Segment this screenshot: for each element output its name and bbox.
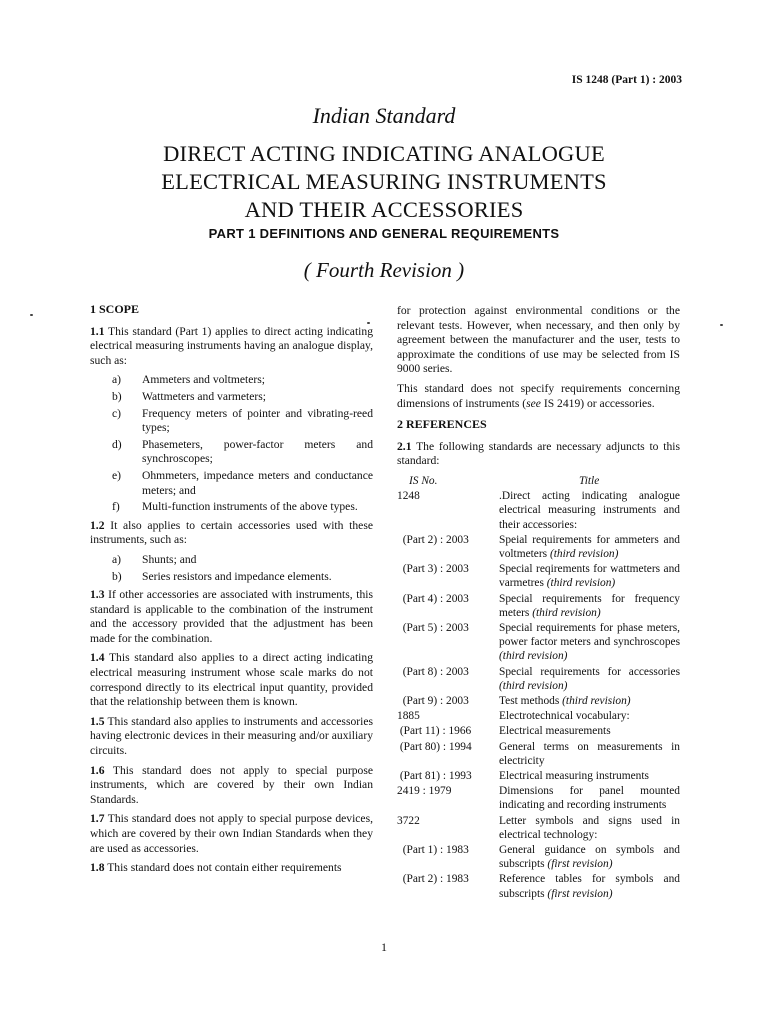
clause-number: 1.5 (90, 714, 105, 728)
clause-number: 1.4 (90, 651, 105, 665)
table-row (397, 592, 680, 621)
standard-title (499, 533, 680, 562)
table-row (397, 533, 680, 562)
standard-title (499, 724, 680, 739)
standard-number: (Part 80) : 1994 (397, 740, 472, 753)
revision-note: (first revision) (547, 887, 613, 900)
title-line: ELECTRICAL MEASURING INSTRUMENTS (161, 169, 607, 194)
clause-text: It also applies to certain accessories used with these instruments, such as: (90, 518, 373, 547)
title-text: Special requirements for accessories (499, 665, 680, 678)
title-text: General terms on measurements in electricity (499, 740, 680, 767)
list-item (90, 390, 373, 405)
scan-speck (367, 322, 370, 324)
standard-title (499, 592, 680, 621)
page-number: 1 (381, 940, 387, 954)
list-item (90, 407, 373, 436)
note-text: IS 2419) or accessories. (540, 396, 655, 410)
revision-note: (first revision) (547, 858, 613, 871)
list-text: Phasemeters, power-factor meters and synchroscopes; (142, 437, 373, 466)
list-text: Series resistors and impedance elements. (142, 569, 332, 583)
clause-text: This standard also applies to a direct acting indicating electrical measuring instrument whose scale marks do not correspond directly to its electrical input quantity, provided that the relationship between them is known. (90, 651, 373, 709)
clause-1-4 (90, 651, 373, 709)
title-text: Reference tables for symbols and subscripts (499, 873, 680, 900)
revision-note: (third revision) (549, 547, 619, 560)
standard-label: Indian Standard (312, 103, 456, 128)
clause-1-7 (90, 812, 373, 856)
revision-note: (third revision) (546, 577, 616, 590)
standard-number: (Part 81) : 1993 (397, 770, 472, 782)
revision-note: (third revision) (532, 606, 601, 619)
standard-title (499, 740, 680, 769)
standard-number: 2419 : 1979 (397, 785, 452, 798)
standard-number: 3722 (397, 814, 420, 827)
standard-title (499, 784, 680, 813)
standard-number: 1885 (397, 710, 420, 723)
list-item (90, 553, 373, 568)
list-marker: d) (112, 437, 122, 451)
table-row (397, 562, 680, 591)
standard-title (499, 621, 680, 665)
list-item (90, 570, 373, 585)
standard-title (499, 665, 680, 694)
table-row (397, 694, 680, 709)
table-row (397, 872, 680, 901)
revision-note: (third revision) (499, 679, 568, 692)
standard-number: (Part 5) : 2003 (397, 621, 469, 634)
table-row (397, 769, 680, 784)
title-text: Electrotechnical vocabulary: (499, 710, 630, 723)
table-row (397, 784, 680, 813)
title-text: Test methods (499, 694, 563, 707)
document-code: IS 1248 (Part 1) : 2003 (571, 74, 682, 86)
table-header-row (397, 474, 680, 489)
list-marker: c) (112, 406, 122, 420)
list-item (90, 438, 373, 467)
clause-1-2 (90, 519, 373, 548)
clause-number: 1.2 (90, 518, 105, 532)
title-text: .Direct acting indicating analogue electrical measuring instruments and their accessories: (499, 490, 680, 531)
column-header-is-no: IS No. (409, 474, 438, 487)
scope-continuation: for protection against environmental conditions or the relevant tests. However, when necessary, and then only by agreement between the manufacturer and the user, tests to approximate the conditions of use may be selected from IS 9000 series. (397, 304, 680, 376)
section-heading-references: 2 REFERENCES (397, 417, 487, 432)
standard-title (499, 562, 680, 591)
revision-note: (third revision) (499, 650, 568, 663)
clause-1-6 (90, 764, 373, 808)
list-text: Ammeters and voltmeters; (142, 373, 265, 387)
dimensions-note (397, 382, 680, 411)
clause-text: The following standards are necessary adjuncts to this standard: (397, 439, 680, 468)
standard-title (499, 872, 680, 901)
clause-2-1 (397, 440, 680, 469)
clause-number: 1.8 (90, 861, 105, 875)
clause-1-5 (90, 715, 373, 759)
title-text: General guidance on symbols and subscripts (499, 844, 680, 871)
standard-title (499, 814, 680, 843)
scan-speck (30, 314, 33, 316)
left-column (90, 302, 373, 881)
list-item (90, 500, 373, 515)
standard-number: 1248 (397, 490, 420, 503)
clause-number: 1.6 (90, 763, 105, 777)
clause-text: This standard (Part 1) applies to direct acting indicating electrical measuring instruments having an analogue display, such as: (90, 324, 373, 367)
standard-number: (Part 2) : 2003 (397, 533, 469, 546)
title-text: Speial requirements for ammeters and voltmeters (499, 533, 680, 560)
list-marker: a) (112, 373, 122, 387)
title-line: AND THEIR ACCESSORIES (244, 197, 524, 222)
clause-text: This standard does not apply to special purpose instruments, which are covered by their own Indian Standards. (90, 763, 373, 806)
list-item (90, 469, 373, 498)
table-row (397, 709, 680, 724)
clause-1-1 (90, 325, 373, 369)
title-text: Dimensions for panel mounted indicating and recording instruments (499, 785, 680, 812)
revision-label: ( Fourth Revision ) (303, 258, 465, 282)
right-column (397, 304, 680, 902)
clause-number: 1.3 (90, 588, 105, 602)
title-text: Letter symbols and signs used in electrical technology: (499, 814, 680, 841)
list-text: Wattmeters and varmeters; (142, 389, 266, 403)
section-heading-scope: 1 SCOPE (90, 302, 140, 316)
standard-number: (Part 3) : 2003 (397, 563, 469, 576)
list-item (90, 373, 373, 388)
table-row (397, 814, 680, 843)
part-title: PART 1 DEFINITIONS AND GENERAL REQUIREMENTS (208, 226, 560, 241)
scan-speck (720, 324, 723, 326)
title-text: Special requirements for phase meters, power factor meters and synchroscopes (499, 621, 680, 649)
standard-number: (Part 9) : 2003 (397, 694, 469, 707)
list-text: Frequency meters of pointer and vibrating-reed types; (142, 406, 373, 435)
list-marker: e) (112, 468, 122, 482)
clause-number: 1.7 (90, 812, 105, 826)
standard-number: (Part 8) : 2003 (397, 665, 469, 678)
standard-number: (Part 4) : 2003 (397, 592, 469, 605)
clause-1-3 (90, 588, 373, 646)
list-text: Multi-function instruments of the above types. (142, 500, 358, 514)
title-text: Special reqirements for wattmeters and varmetres (499, 563, 680, 590)
title-text: Electrical measurements (499, 725, 611, 738)
clause-1-8 (90, 861, 373, 876)
standard-number: (Part 11) : 1966 (397, 725, 472, 738)
standard-title (499, 709, 680, 724)
table-row (397, 489, 680, 533)
standard-title (499, 489, 680, 533)
list-marker: f) (112, 500, 120, 514)
standard-number: (Part 1) : 1983 (397, 844, 469, 857)
clause-text: This standard does not contain either requirements (104, 861, 342, 875)
list-text: Shunts; and (142, 552, 197, 566)
title-text: Electrical measuring instruments (499, 770, 649, 782)
note-text: This standard does not specify requirements concerning dimensions of instruments ( (397, 381, 680, 410)
title-line: DIRECT ACTING INDICATING ANALOGUE (163, 141, 605, 166)
table-row (397, 665, 680, 694)
table-row (397, 621, 680, 665)
table-row (397, 740, 680, 769)
standard-title (499, 843, 680, 872)
accessory-list (90, 553, 373, 584)
list-marker: b) (112, 389, 122, 403)
list-marker: b) (112, 569, 122, 583)
list-text: Ohmmeters, impedance meters and conductance meters; and (142, 468, 373, 497)
standard-title (499, 694, 680, 709)
instrument-list (90, 373, 373, 514)
document-title (0, 140, 768, 224)
table-row (397, 843, 680, 872)
clause-text: This standard also applies to instruments and accessories having electronic devices in their measuring and/or auxiliary circuits. (90, 714, 373, 758)
standard-title (499, 769, 680, 784)
clause-number: 1.1 (90, 324, 105, 338)
revision-note: (third revision) (562, 694, 631, 707)
column-header-title: Title (579, 474, 600, 487)
clause-text: This standard does not apply to special purpose devices, which are covered by their own Indian Standards when they are used as accessories. (90, 812, 373, 855)
list-marker: a) (112, 552, 122, 566)
standard-number: (Part 2) : 1983 (397, 873, 469, 886)
title-text: Special requirements for frequency meters (499, 592, 680, 619)
table-row (397, 724, 680, 739)
references-table (397, 474, 680, 902)
clause-text: If other accessories are associated with instruments, this standard is applicable to the combination of the instrument and the accessory provided that the adjustment has been made for the combination. (90, 588, 373, 645)
note-see: see (526, 396, 541, 410)
clause-number: 2.1 (397, 439, 412, 453)
